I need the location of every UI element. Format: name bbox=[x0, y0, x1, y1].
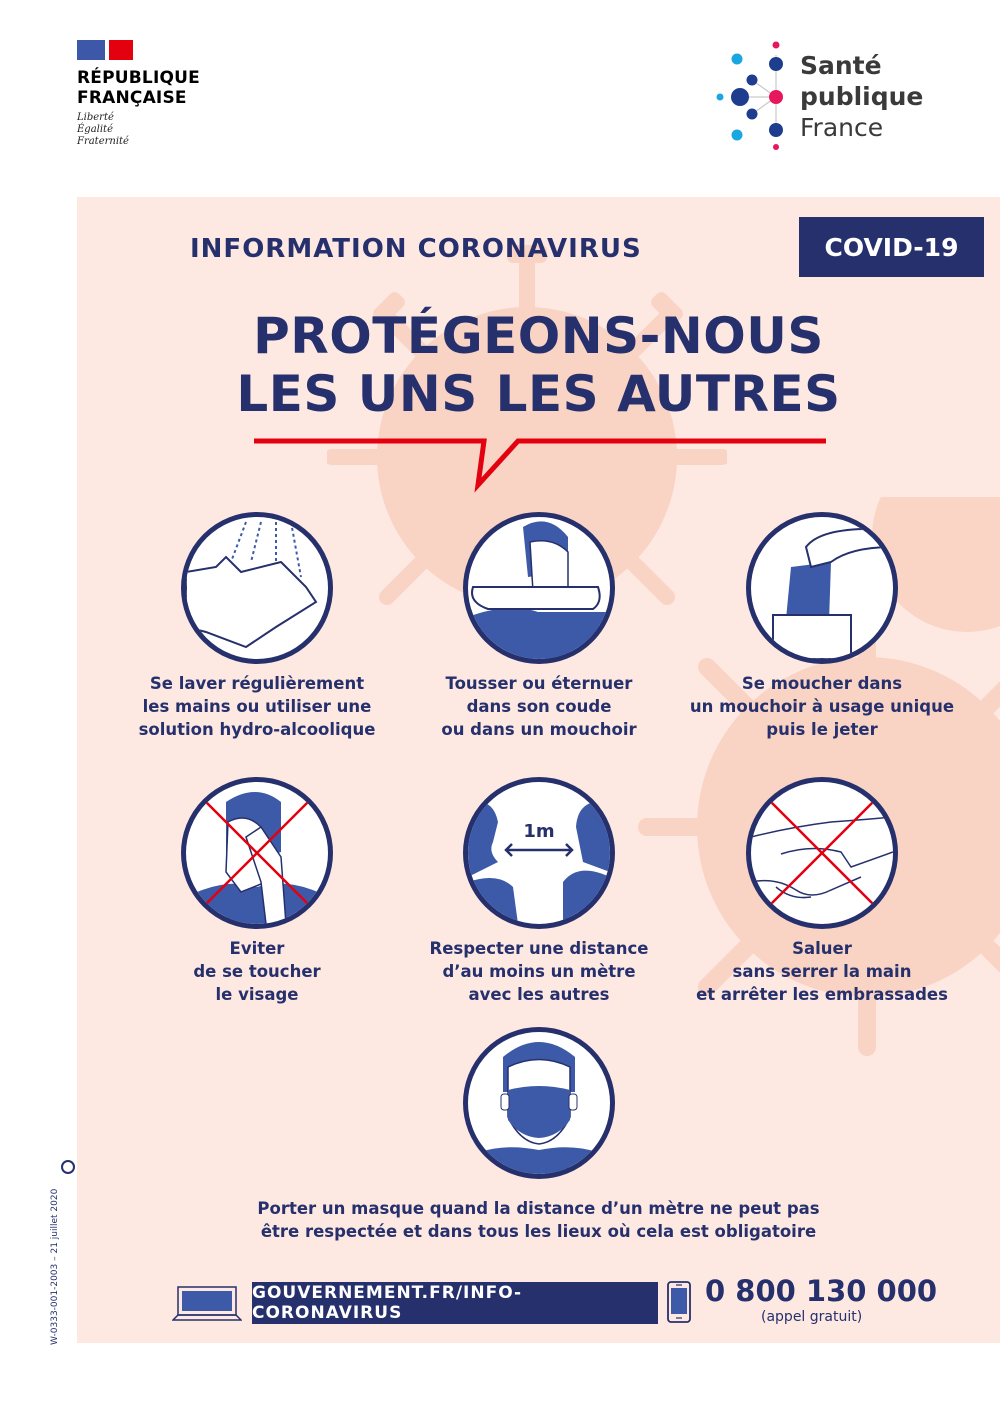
gesture-hand-washing bbox=[107, 512, 407, 741]
rf-name: RÉPUBLIQUE FRANÇAISE bbox=[77, 68, 200, 108]
recycle-mark-icon bbox=[61, 1160, 75, 1174]
cough-in-elbow-icon bbox=[463, 512, 615, 664]
no-handshake-icon bbox=[746, 777, 898, 929]
gesture-caption: Tousser ou éternuer dans son coude ou dans un mouchoir bbox=[441, 674, 637, 739]
laptop-icon bbox=[172, 1286, 242, 1322]
spf-wordmark: Santé publique France bbox=[800, 51, 924, 142]
gesture-face-mask bbox=[77, 1027, 1000, 1243]
mask-caption: Porter un masque quand la distance d’un mètre ne peut pas être respectée et dans tous les lieux où cela est obligatoire bbox=[257, 1199, 820, 1241]
gesture-no-face-touch bbox=[107, 777, 407, 1006]
molecule-network-icon bbox=[714, 40, 798, 150]
info-title: INFORMATION CORONAVIRUS bbox=[190, 234, 642, 264]
sante-publique-france-logo bbox=[714, 40, 954, 150]
headline: PROTÉGEONS-NOUS LES UNS LES AUTRES bbox=[236, 307, 841, 423]
website-link[interactable]: GOUVERNEMENT.FR/INFO-CORONAVIRUS bbox=[252, 1282, 658, 1324]
svg-text:1m: 1m bbox=[523, 821, 555, 842]
gesture-caption: Saluer sans serrer la main et arrêter les embrassades bbox=[696, 939, 948, 1004]
no-face-touch-icon bbox=[181, 777, 333, 929]
smartphone-icon bbox=[666, 1280, 692, 1324]
gesture-caption: Se laver régulièrement les mains ou utiliser une solution hydro-alcoolique bbox=[138, 674, 376, 739]
gesture-caption: Respecter une distance d’au moins un mètre avec les autres bbox=[429, 939, 649, 1004]
gesture-distance bbox=[389, 777, 689, 1006]
speech-bubble-underline bbox=[252, 435, 832, 495]
gesture-tissue bbox=[672, 512, 972, 741]
rf-motto: Liberté Égalité Fraternité bbox=[77, 112, 129, 147]
gesture-no-handshake bbox=[672, 777, 972, 1006]
covid-19-badge: COVID-19 bbox=[799, 217, 984, 277]
marianne-flag-icon bbox=[77, 40, 133, 60]
distance-1m-icon bbox=[463, 777, 615, 929]
contact-footer bbox=[172, 1274, 952, 1325]
hand-washing-icon bbox=[181, 512, 333, 664]
hotline-note: (appel gratuit) bbox=[761, 1309, 863, 1325]
face-mask-icon bbox=[463, 1027, 615, 1179]
document-reference: W-0333-001-2003 – 21 juillet 2020 bbox=[50, 1188, 60, 1345]
tissue-disposal-icon bbox=[746, 512, 898, 664]
gesture-cough-elbow bbox=[389, 512, 689, 741]
poster-panel bbox=[77, 197, 1000, 1343]
gesture-caption: Eviter de se toucher le visage bbox=[193, 939, 321, 1004]
republique-francaise-logo bbox=[77, 40, 237, 148]
gesture-caption: Se moucher dans un mouchoir à usage unique puis le jeter bbox=[689, 674, 955, 739]
hotline-number[interactable]: 0 800 130 000 bbox=[705, 1274, 938, 1308]
